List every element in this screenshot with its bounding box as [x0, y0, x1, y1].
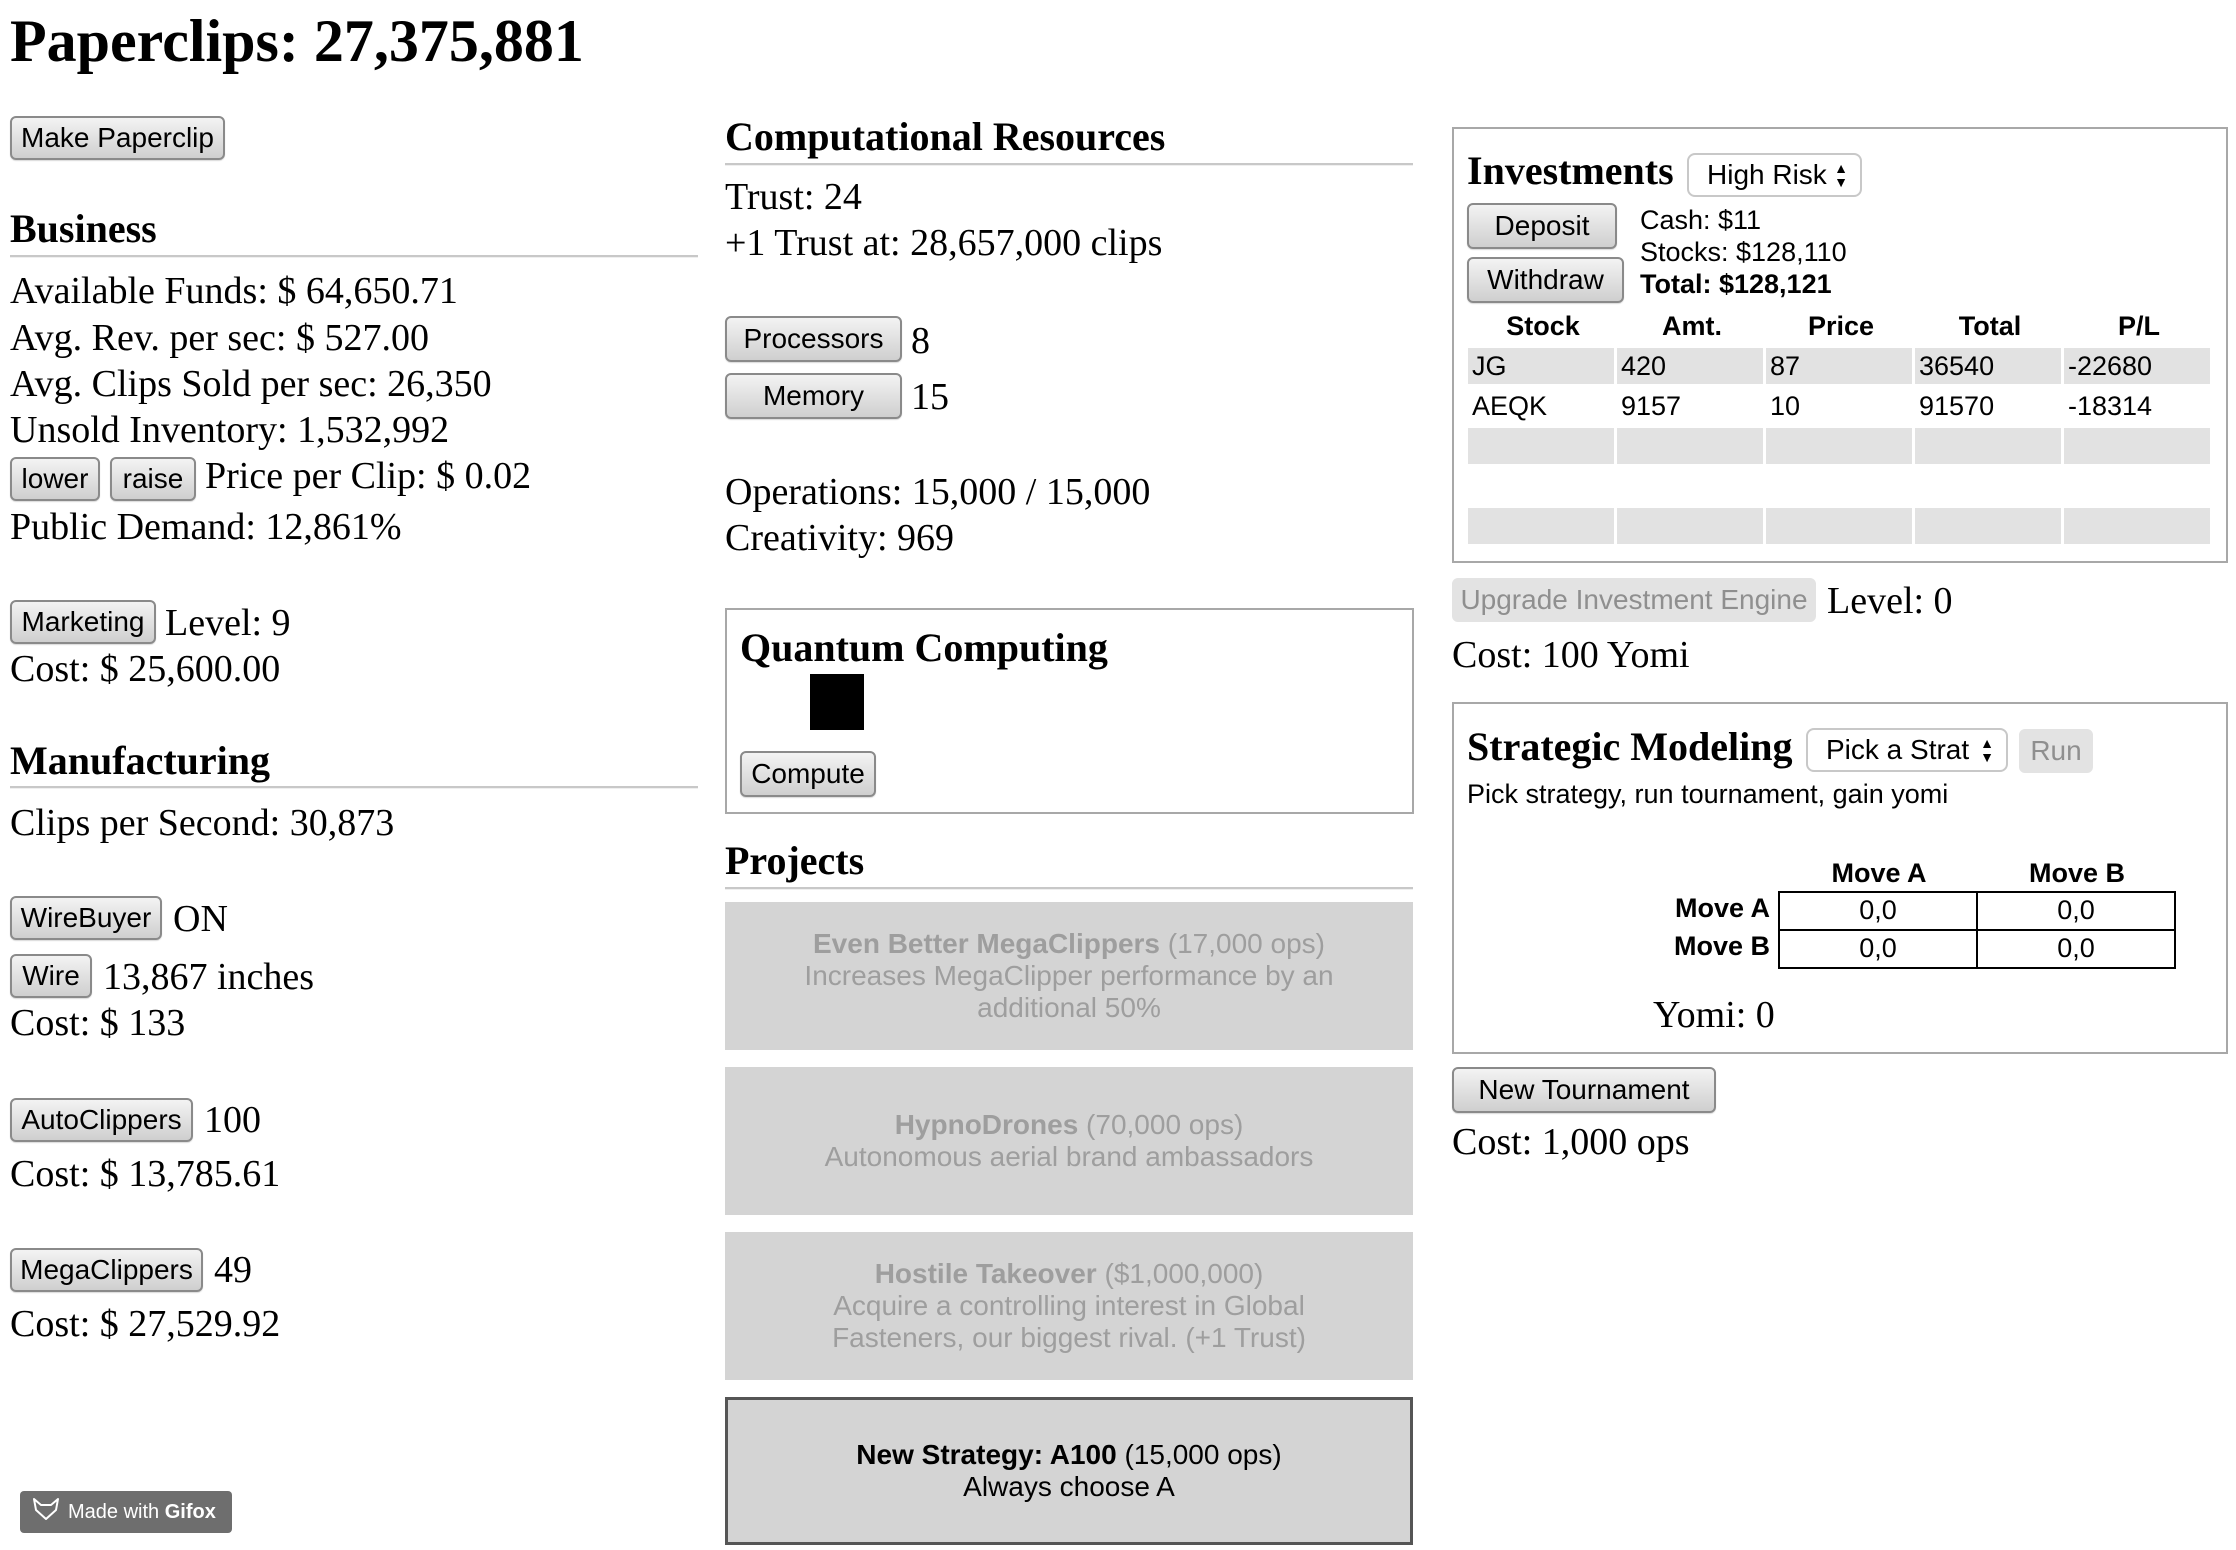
payoff-cell: 0,0	[1778, 891, 1978, 931]
operations: Operations: 15,000 / 15,000	[725, 471, 1151, 513]
avg-revenue: Avg. Rev. per sec: $ 527.00	[10, 317, 429, 359]
column-header: P/L	[2117, 311, 2160, 341]
available-funds: Available Funds: $ 64,650.71	[10, 270, 458, 312]
project-name: HypnoDrones	[894, 1109, 1079, 1140]
trust-value: Trust: 24	[725, 176, 862, 218]
memory-count: 15	[911, 376, 949, 418]
risk-select-value: High Risk	[1707, 159, 1827, 190]
withdraw-button[interactable]: Withdraw	[1467, 257, 1624, 303]
investment-engine-cost: Cost: 100 Yomi	[1452, 634, 1690, 676]
gifox-fox-icon	[32, 1497, 60, 1527]
autoclippers-count: 100	[204, 1099, 261, 1141]
computational-heading: Computational Resources	[725, 114, 1166, 159]
project-name: New Strategy: A100	[856, 1439, 1117, 1470]
table-cell	[1468, 428, 1614, 464]
manufacturing-heading: Manufacturing	[10, 738, 270, 783]
wirebuyer-status: ON	[173, 898, 228, 940]
processors-count: 8	[911, 320, 930, 362]
payoff-cell: 0,0	[1976, 891, 2176, 931]
table-cell	[1915, 508, 2061, 544]
marketing-level: Level: 9	[165, 602, 291, 644]
processors-button[interactable]: Processors	[725, 316, 902, 362]
column-header: Amt.	[1662, 311, 1722, 341]
table-cell: 9157	[1621, 391, 1682, 421]
new-tournament-button[interactable]: New Tournament	[1452, 1067, 1716, 1113]
payoff-cell: 0,0	[1976, 929, 2176, 969]
public-demand: Public Demand: 12,861%	[10, 506, 402, 548]
table-cell: 10	[1770, 391, 1801, 421]
project-card[interactable]	[725, 1232, 1413, 1380]
project-description: Always choose A	[963, 1471, 1175, 1502]
manufacturing-divider	[10, 786, 698, 789]
table-cell	[1766, 428, 1912, 464]
project-cost: ($1,000,000)	[1096, 1258, 1264, 1289]
table-cell	[1766, 468, 1912, 504]
project-description: Acquire a controlling interest in Global Fasteners, our biggest rival. (+1 Trust)	[832, 1290, 1306, 1353]
business-heading: Business	[10, 206, 157, 251]
next-trust: +1 Trust at: 28,657,000 clips	[725, 222, 1163, 264]
lower-price-button[interactable]: lower	[10, 457, 100, 501]
wire-button[interactable]: Wire	[10, 954, 92, 998]
price-per-clip: Price per Clip: $ 0.02	[205, 455, 532, 497]
raise-price-button[interactable]: raise	[110, 457, 196, 501]
clips-per-second: Clips per Second: 30,873	[10, 802, 395, 844]
quantum-heading: Quantum Computing	[740, 625, 1108, 670]
creativity: Creativity: 969	[725, 517, 955, 559]
tournament-cost: Cost: 1,000 ops	[1452, 1121, 1690, 1163]
column-header: Stock	[1506, 311, 1580, 341]
investments-heading: Investments	[1467, 148, 1674, 193]
marketing-cost: Cost: $ 25,600.00	[10, 648, 281, 690]
table-cell	[1617, 428, 1763, 464]
project-name: Hostile Takeover	[874, 1258, 1097, 1289]
table-cell: 91570	[1919, 391, 1995, 421]
table-cell	[1915, 468, 2061, 504]
project-description: Increases MegaClipper performance by an additional 50%	[804, 960, 1334, 1023]
autoclippers-button[interactable]: AutoClippers	[10, 1098, 193, 1142]
payoff-cell: 0,0	[1778, 929, 1978, 969]
column-header: Price	[1807, 311, 1875, 341]
run-button[interactable]: Run	[2019, 729, 2093, 773]
table-cell	[1915, 428, 2061, 464]
table-cell: 87	[1766, 348, 1912, 384]
deposit-button[interactable]: Deposit	[1467, 203, 1617, 249]
project-card[interactable]	[725, 1067, 1413, 1215]
total-value: Total: $128,121	[1640, 269, 1832, 299]
table-cell: 36540	[1915, 348, 2061, 384]
upgrade-investment-engine-button[interactable]: Upgrade Investment Engine	[1452, 578, 1816, 622]
watermark-prefix: Made with	[68, 1500, 165, 1523]
projects-heading: Projects	[725, 838, 865, 883]
project-description: Autonomous aerial brand ambassadors	[824, 1141, 1314, 1172]
project-card-available[interactable]	[725, 1397, 1413, 1545]
strategic-description: Pick strategy, run tournament, gain yomi	[1467, 779, 1949, 809]
project-cost: (70,000 ops)	[1078, 1109, 1244, 1140]
project-name: Even Better MegaClippers	[813, 928, 1160, 959]
project-card[interactable]	[725, 902, 1413, 1050]
memory-button[interactable]: Memory	[725, 373, 902, 419]
wire-cost: Cost: $ 133	[10, 1002, 186, 1044]
table-cell	[2064, 428, 2210, 464]
table-cell	[1617, 468, 1763, 504]
strategy-select-value: Pick a Strat	[1826, 734, 1970, 765]
table-cell	[2064, 508, 2210, 544]
table-cell: 420	[1617, 348, 1763, 384]
stocks-value: Stocks: $128,110	[1640, 237, 1847, 267]
risk-select[interactable]	[1687, 153, 1862, 197]
projects-divider	[725, 887, 1413, 890]
project-cost: (15,000 ops)	[1116, 1439, 1282, 1470]
watermark-brand: Gifox	[164, 1500, 216, 1523]
investment-engine-level: Level: 0	[1827, 580, 1953, 622]
autoclippers-cost: Cost: $ 13,785.61	[10, 1153, 281, 1195]
payoff-column-header: Move A	[1831, 858, 1927, 888]
table-cell	[1766, 508, 1912, 544]
compute-button[interactable]: Compute	[740, 751, 876, 797]
project-cost: (17,000 ops)	[1160, 928, 1325, 959]
wire-amount: 13,867 inches	[103, 956, 315, 998]
yomi-value: Yomi: 0	[1653, 994, 1775, 1036]
table-cell: -18314	[2068, 391, 2153, 421]
megaclippers-count: 49	[214, 1249, 252, 1291]
table-cell	[1617, 508, 1763, 544]
unsold-inventory: Unsold Inventory: 1,532,992	[10, 409, 450, 451]
table-cell: AEQK	[1472, 391, 1548, 421]
payoff-row-header: Move A	[1674, 893, 1770, 923]
select-arrows-icon: ▲ ▼	[1834, 160, 1848, 190]
cash-value: Cash: $11	[1640, 205, 1762, 235]
business-divider	[10, 255, 698, 258]
table-cell	[1468, 468, 1614, 504]
column-header: Total	[1958, 311, 2022, 341]
make-paperclip-button[interactable]: Make Paperclip	[10, 116, 225, 160]
megaclippers-button[interactable]: MegaClippers	[10, 1248, 203, 1292]
computational-divider	[725, 163, 1413, 166]
select-arrows-icon: ▲ ▼	[1980, 735, 1994, 765]
payoff-column-header: Move B	[2028, 858, 2126, 888]
payoff-row-header: Move B	[1673, 931, 1770, 961]
table-cell	[2064, 468, 2210, 504]
stock-table	[1468, 308, 2212, 548]
table-cell: JG	[1468, 348, 1614, 384]
strategic-heading: Strategic Modeling	[1467, 724, 1793, 769]
page-title: Paperclips: 27,375,881	[10, 8, 584, 74]
table-cell: -22680	[2064, 348, 2210, 384]
megaclippers-cost: Cost: $ 27,529.92	[10, 1303, 281, 1345]
gifox-watermark	[20, 1491, 232, 1533]
table-cell	[1468, 508, 1614, 544]
wirebuyer-button[interactable]: WireBuyer	[10, 896, 162, 940]
marketing-button[interactable]: Marketing	[10, 600, 156, 644]
quantum-chip	[810, 674, 864, 730]
avg-clips-sold: Avg. Clips Sold per sec: 26,350	[10, 363, 492, 405]
strategy-select[interactable]	[1806, 728, 2008, 772]
